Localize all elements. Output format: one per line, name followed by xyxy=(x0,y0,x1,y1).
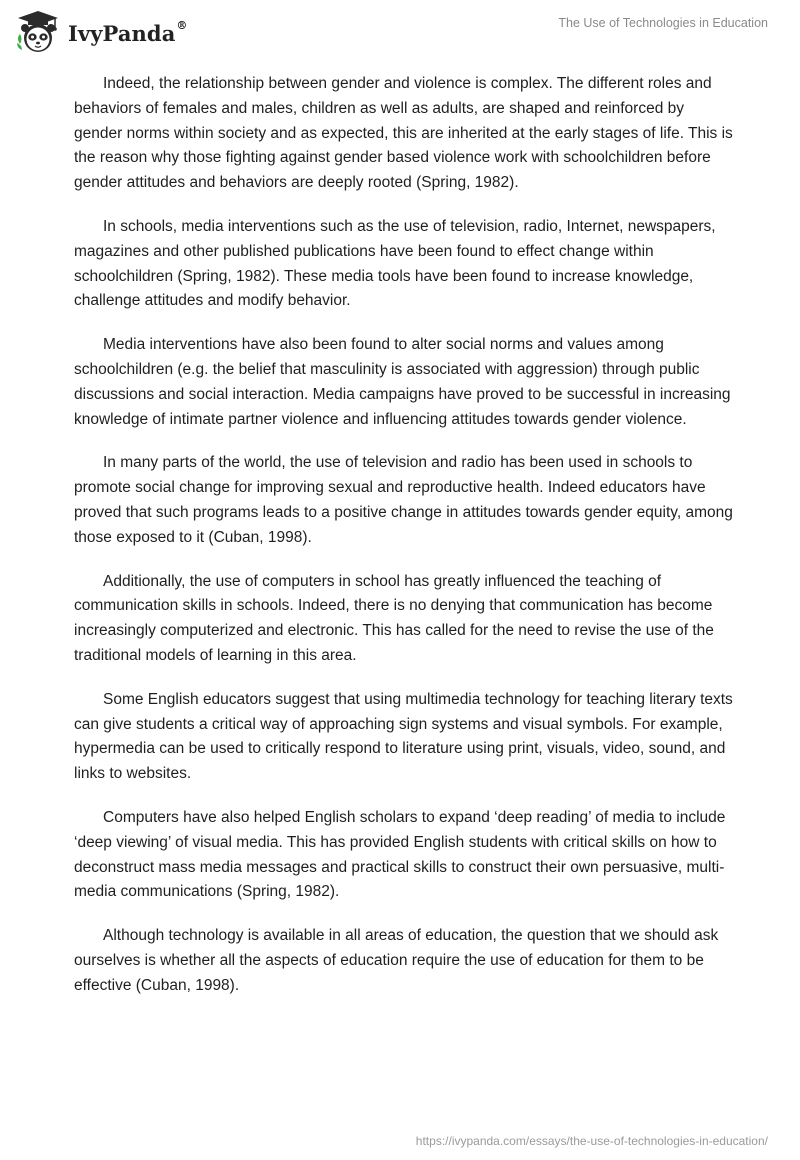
paragraph: Computers have also helped English scholars to expand ‘deep reading’ of media to include ‘deep viewing’ of visual media. This has provided English students with critical skills on how to deconstruct mass media messages and practical skills to construct their own persuasive, multi-media communications (Spring, 1982). xyxy=(74,808,726,901)
paragraph: In schools, media interventions such as the use of television, radio, Internet, newspapers, magazines and other published publications have been found to effect change within schoolchildren (Spring, 1982). These media tools have been found to increase knowledge, challenge attitudes and modify behavior. xyxy=(74,217,716,310)
paragraph: Although technology is available in all areas of education, the question that we should ask ourselves is whether all the aspects of education require the use of education for them to be effective (Cuban, 1998). xyxy=(74,927,719,994)
panda-graduate-icon xyxy=(14,8,62,56)
paragraph: Media interventions have also been found to alter social norms and values among schoolchildren (e.g. the belief that masculinity is associated with aggression) through public discussions and social interaction. Media campaigns have proved to be successful in increasing knowledge of intimate partner violence and influencing attitudes towards gender violence. xyxy=(74,336,731,428)
registered-mark: ® xyxy=(176,18,188,32)
essay-body xyxy=(74,72,734,1018)
source-url[interactable]: https://ivypanda.com/essays/the-use-of-technologies-in-education/ xyxy=(415,1134,768,1148)
brand-logo[interactable] xyxy=(14,8,188,56)
paragraph: In many parts of the world, the use of television and radio has been used in schools to promote social change for improving sexual and reproductive health. Indeed educators have proved that such programs leads to a positive change in attitudes towards gender equity, among those exposed to it (Cuban, 1998). xyxy=(74,454,733,546)
paragraph: Some English educators suggest that using multimedia technology for teaching literary texts can give students a critical way of approaching sign systems and visual symbols. For example, hypermedia can be used to critically respond to literature using print, visuals, video, sound, and links to websites. xyxy=(74,690,733,783)
paragraph: Indeed, the relationship between gender and violence is complex. The different roles and behaviors of females and males, children as well as adults, are shaped and reinforced by gender norms within society and as expected, this are inherited at the early stages of life. This is the reason why those fighting against gender based violence work with schoolchildren before gender attitudes and behaviors are deeply rooted (Spring, 1982). xyxy=(74,75,733,192)
document-title: The Use of Technologies in Education xyxy=(558,16,768,30)
brand-name: IvyPanda® xyxy=(68,18,188,46)
paragraph: Additionally, the use of computers in school has greatly influenced the teaching of communication skills in schools. Indeed, there is no denying that communication has become increasingly computerized and electronic. This has called for the need to revise the use of the traditional models of learning in this area. xyxy=(74,572,714,664)
page-header xyxy=(14,8,768,58)
